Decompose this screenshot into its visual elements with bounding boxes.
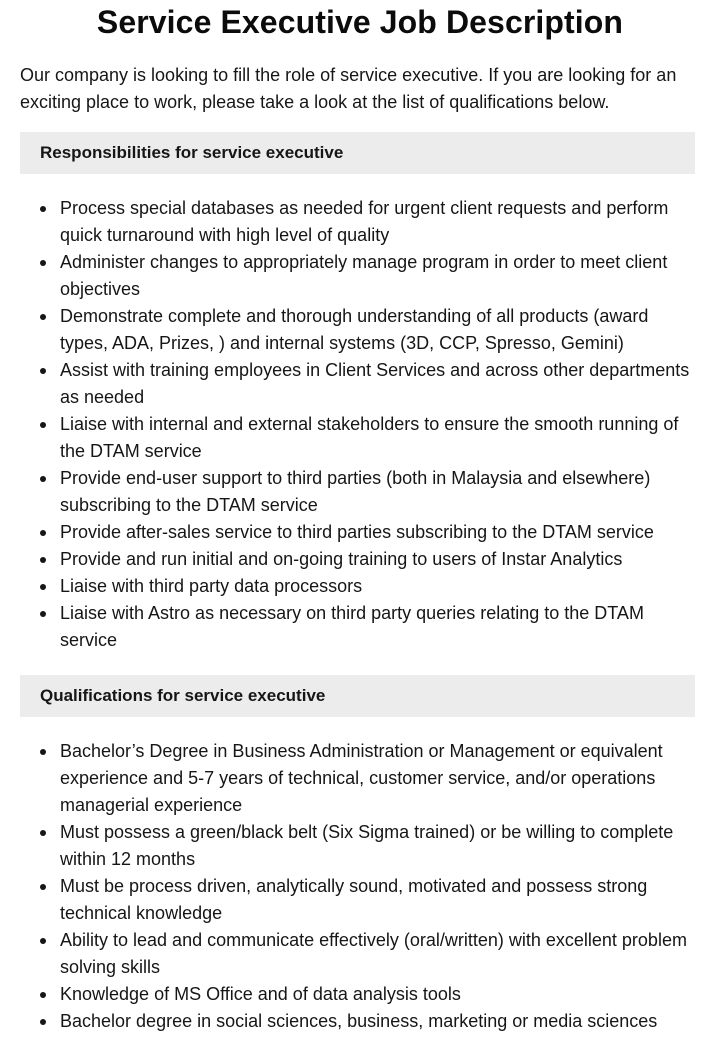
qualification-item: [20, 981, 695, 1008]
responsibility-text: Liaise with third party data processors: [60, 576, 363, 596]
qualification-item: [20, 927, 695, 981]
responsibility-item: [20, 546, 695, 573]
responsibility-item: [20, 411, 695, 465]
qualification-text: Must be process driven, analytically sound, motivated and possess strong technical knowledge: [60, 876, 648, 923]
responsibility-text: Provide end-user support to third parties (both in Malaysia and elsewhere) subscribing to the DTAM service: [60, 468, 651, 515]
responsibility-text: Provide after-sales service to third parties subscribing to the DTAM service: [60, 522, 654, 542]
intro-paragraph: Our company is looking to fill the role of service executive. If you are looking for an exciting place to work, please take a look at the list of qualifications below.: [20, 65, 677, 112]
bullet-icon: [40, 584, 46, 590]
bullet-icon: [40, 260, 46, 266]
bullet-icon: [40, 422, 46, 428]
responsibility-item: [20, 357, 695, 411]
bullet-icon: [40, 368, 46, 374]
responsibility-text: Administer changes to appropriately manage program in order to meet client objectives: [60, 252, 668, 299]
qualification-item: [20, 873, 695, 927]
bullet-icon: [40, 938, 46, 944]
bullet-icon: [40, 884, 46, 890]
responsibility-text: Liaise with Astro as necessary on third party queries relating to the DTAM service: [60, 603, 644, 650]
responsibilities-list: [20, 195, 695, 654]
qualification-item: [20, 819, 695, 873]
responsibility-item: [20, 573, 695, 600]
bullet-icon: [40, 992, 46, 998]
qualification-item: [20, 738, 695, 819]
bullet-icon: [40, 830, 46, 836]
bullet-icon: [40, 749, 46, 755]
qualification-text: Knowledge of MS Office and of data analysis tools: [60, 984, 461, 1004]
qualification-text: Ability to lead and communicate effectively (oral/written) with excellent problem solving skills: [60, 930, 687, 977]
responsibility-text: Provide and run initial and on-going training to users of Instar Analytics: [60, 549, 623, 569]
bullet-icon: [40, 611, 46, 617]
responsibility-item: [20, 249, 695, 303]
qualification-item: [20, 1008, 695, 1035]
bullet-icon: [40, 206, 46, 212]
responsibility-text: Process special databases as needed for urgent client requests and perform quick turnaround with high level of quality: [60, 198, 669, 245]
bullet-icon: [40, 1019, 46, 1025]
bullet-icon: [40, 530, 46, 536]
responsibility-item: [20, 600, 695, 654]
responsibility-item: [20, 195, 695, 249]
qualification-text: Bachelor degree in social sciences, business, marketing or media sciences: [60, 1011, 658, 1031]
responsibility-item: [20, 465, 695, 519]
bullet-icon: [40, 476, 46, 482]
bullet-icon: [40, 557, 46, 563]
section-spacer: [20, 654, 700, 659]
qualification-text: Must possess a green/black belt (Six Sigma trained) or be willing to complete within 12 months: [60, 822, 674, 869]
page-title: Service Executive Job Description: [96, 4, 624, 40]
responsibility-text: Demonstrate complete and thorough understanding of all products (award types, ADA, Prizes, ) and internal systems (3D, CCP, Spresso, Gemini): [60, 306, 649, 353]
responsibility-text: Assist with training employees in Client Services and across other departments as needed: [60, 360, 690, 407]
responsibilities-heading: Responsibilities for service executive: [20, 132, 695, 174]
bullet-icon: [40, 314, 46, 320]
qualifications-heading: Qualifications for service executive: [20, 675, 695, 717]
responsibility-item: [20, 519, 695, 546]
qualification-text: Bachelor’s Degree in Business Administration or Management or equivalent experience and 5-7 years of technical, customer service, and/or operations managerial experience: [60, 741, 663, 815]
qualifications-list: [20, 738, 695, 1035]
responsibility-item: [20, 303, 695, 357]
responsibility-text: Liaise with internal and external stakeholders to ensure the smooth running of the DTAM service: [60, 414, 679, 461]
